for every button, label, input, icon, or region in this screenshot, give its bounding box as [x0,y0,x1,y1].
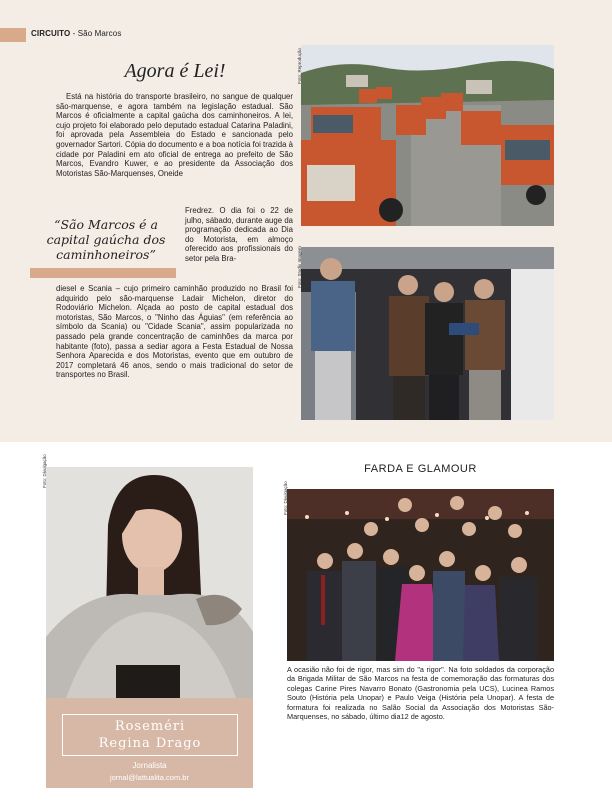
farda-caption: A ocasião não foi de rigor, mas sim do "a rigor". Na foto soldados da corporação da Brigada Militar de São Marcos na festa de comemoração das formaturas dos colegas Carine Pires Navarro Bonato (Gastronomia pela UCS), Lucinea Ramos Souto (História pela Unopar) e Paulo Veiga (História pela Unopar). A festa de formatura foi realizada no Salão Social da Associação dos Motoristas São-Marquenses, no sábado, último dia12 de agosto. [287,665,554,722]
section-tab [0,28,26,42]
name-line-2: Regina Drago [98,736,202,751]
article-headline: Agora é Lei! [124,60,226,82]
portrait-credit: Foto: Divulgação [42,454,47,488]
trucks-illustration [301,45,554,226]
name-box [62,714,238,756]
pull-quote: “São Marcos é a capital gaúcha dos caminhoneiros” [46,217,166,262]
trucks-photo [301,45,554,226]
article-paragraph-column: Fredrez. O dia foi o 22 de julho, sábado, durante auge da programação dedicada ao Dia do Motorista, em almoço oferecido aos profissionais do setor pela Bra- [185,206,293,263]
event-photo-credit: Foto: Studio Imagem [297,246,302,288]
portrait-illustration [46,467,253,698]
farda-title: FARDA E GLAMOUR [364,463,477,475]
name-line-1: Roseméri [114,719,186,734]
portrait-photo [46,467,253,698]
section-label: CIRCUITO - São Marcos [31,29,122,38]
event-photo [301,247,554,420]
party-illustration [287,489,554,661]
profile-role: Jornalista [132,761,167,770]
event-illustration [301,247,554,420]
article-paragraph-2: diesel e Scania – cujo primeiro caminhão produzido no Brasil foi adquirido pelo são-marquense Ladair Michelon, diretor do Rodoviário Michelon. Alçada ao posto de capital estadual dos motoristas, São Marcos, o "Ninho das Águias" (em referência ao símbolo da Scania) ou "Cidade Scania", assim popularizada no passado pela grande concentração de caminhões da marca por habitante (foto), passa a sediar agora a Festa Estadual de Nossa Senhora Aparecida e dos Motoristas, evento que em outubro de 2017 completará 46 anos, sendo o mais tradicional do setor de transportes no Brasil. [56,284,293,380]
name-card [46,698,253,788]
trucks-photo-credit: Foto: Reprodução [297,47,302,84]
article-paragraph-1: Está na história do transporte brasileiro, no sangue de qualquer são-marquense, e agora também na legislação estadual. São Marcos é oficialmente a capital gaúcha dos caminhoneiros. A lei, cujo projeto foi elaborado pelo deputado estadual Catarina Paladini, foi aprovada pela Assembleia do Estado e sancionada pelo governador Sartori. Cópia do documento e a boa notícia foi trazida à cidade por Paladini em ato oficial de entrega ao prefeito de São Marcos, Evandro Kuwer, e ao presidente da Associação dos Motoristas São-Marquenses, Oneide [56,92,293,178]
pull-quote-bar [30,268,176,278]
party-photo-credit: Foto: Divulgação [283,481,288,515]
section-header [0,28,122,42]
party-photo [287,489,554,661]
profile-email: jornal@lattualita.com.br [110,773,189,782]
